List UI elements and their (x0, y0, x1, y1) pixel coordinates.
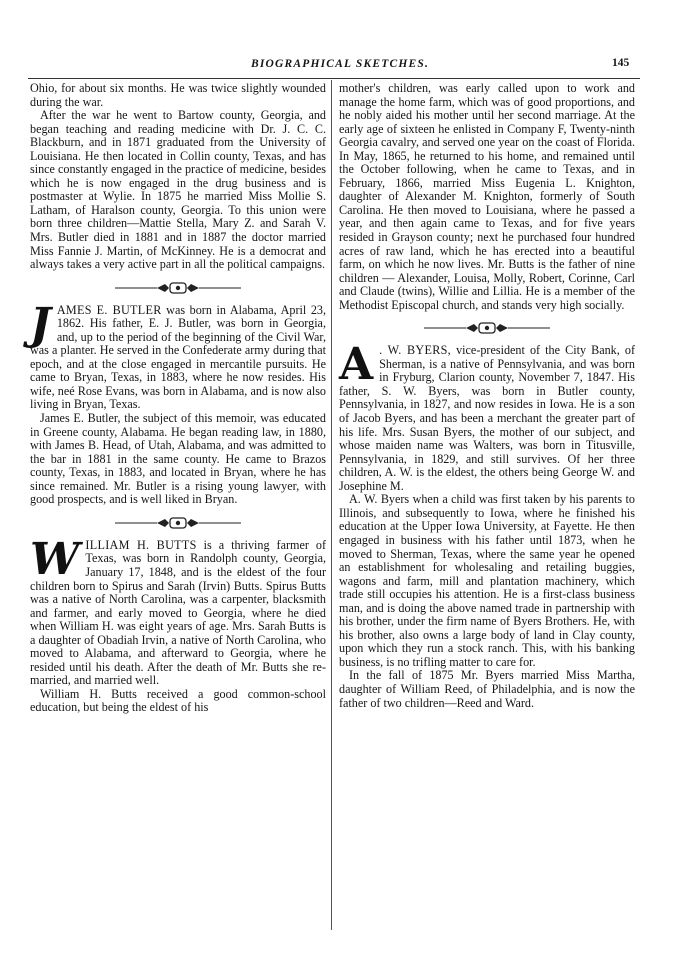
paragraph-text: was born in Alabama, April 23, 1862. His father, E. J. Butler, was born in Georgia, and, up to the period of the beginning of the Civil War, was a planter. He served in the Confederate army during that epoch, and at the close engaged in mercantile pursuits. He came to Bryan, Texas, in 1883, where he now resides. His wife, neé Rose Evans, was born in Alabama, and is now also living in Bryan, Texas. (30, 302, 326, 412)
paragraph (30, 533, 326, 688)
paragraph: A. W. Byers when a child was first taken by his parents to Illinois, and subsequently to Iowa, where he finished his education at the Upper Iowa University, at Fayette. He then engaged in business with his father until 1873, when he moved to Sherman, Texas, where the same year he opened an establishment for wholesaling and retailing buggies, wagons and farm, mill and plantation machinery, which trade still occupies his attention. He is a first-class business man, and is doing the above named trade in partnership with his brother, under the firm name of Byers Brothers. He, with his brother, also owns a large body of land in Clay county, upon which they run a stock ranch. This, with his banking business, is no trifling matter to care for. (339, 492, 635, 669)
subject-name: . W. BYERS, (379, 343, 451, 358)
paragraph (339, 339, 635, 493)
page-number: 145 (612, 57, 630, 69)
biography-butts (30, 533, 326, 715)
paragraph: After the war he went to Bartow county, Georgia, and began teaching and reading medicine with Dr. J. C. C. Blackburn, and in 1871 graduated from the University of Louisiana. He then located in Collin county, Texas, and has since constantly engaged in the practice of medicine, besides which he is now engaged in the drug business and is postmaster at Wylie. In 1875 he married Miss Mollie S. Latham, of Haralson county, Georgia. To this union were born three children—Mattie Stella, Mary Z. and Sarah V. Mrs. Butler died in 1881 and in 1887 the doctor married Miss Fannie J. Martin, of McKinney. He is a democrat and always takes a very active part in all the political campaigns. (30, 108, 326, 272)
biography-byers (339, 339, 635, 710)
left-column (30, 82, 326, 715)
paragraph: In the fall of 1875 Mr. Byers married Miss Martha, daughter of William Reed, of Philadelphia, and is now the father of two children—Reed and Ward. (339, 668, 635, 710)
ornament-icon (113, 516, 243, 530)
paragraph: Ohio, for about six months. He was twice slightly wounded during the war. (30, 81, 326, 109)
biography-butler (30, 298, 326, 507)
ornament-icon (422, 321, 552, 335)
paragraph (30, 298, 326, 412)
ornament-icon (113, 281, 243, 295)
paragraph-text: vice-president of the City Bank, of Sherman, is a native of Pennsylvania, and was born in Fryburg, Clarion county, November 7, 1847. His father, S. W. Byers, was born in Butler county, Pennsylvania, in 1827, and now resides in Iowa. He is a son of Jacob Byers, and has been a merchant the greater part of his life. Mrs. Susan Byers, the mother of our subject, and whose maiden name was Walters, was born in Titusville, Pennsylvania, in 1829, and still survives. Of her three children, A. W. is the eldest, the others being George W. and Josephine M. (339, 343, 635, 493)
column-divider (331, 80, 332, 930)
subject-name: AMES E. BUTLER (56, 302, 162, 317)
header-rule (28, 78, 640, 79)
right-column (339, 82, 635, 710)
ornament-divider (339, 321, 635, 335)
ornament-divider (30, 516, 326, 530)
paragraph: James E. Butler, the subject of this memoir, was educated in Greene county, Alabama. He began reading law, in 1880, with James B. Head, of Utah, Alabama, and was admitted to the bar in 1881 in the same county. He came to Brazos county, Texas, in 1883, and located in Bryan, where he has since remained. Mr. Butler is a rising young lawyer, with good prospects, and is well liked in Bryan. (30, 411, 326, 507)
running-head-title: BIOGRAPHICAL SKETCHES. (250, 58, 430, 70)
paragraph-text: is a thriving farmer of Texas, was born in Randolph county, Georgia, January 17, 1848, and is the eldest of the four children born to Spirus and Sarah (Irvin) Butts. Spirus Butts was a native of North Carolina, was a carpenter, blacksmith and farmer, and early moved to Georgia, where he died when William H. was eight years of age. Mrs. Sarah Butts is a daughter of Obadiah Irvin, a native of North Carolina, who moved to Alabama, and afterward to Georgia, where he resided until his death. After the death of Mr. Butts she re-married, and married well. (30, 537, 326, 688)
drop-cap: J (30, 298, 51, 350)
paragraph: mother's children, was early called upon to work and manage the home farm, which was of good proportions, and he nobly aided his mother until her second marriage. At the early age of sixteen he enlisted in Company F, Twenty-ninth Georgia cavalry, and served one year on the coast of Florida. In May, 1865, he returned to his home, and remained until the October following, when he came to Texas, and in February, 1866, married Miss Eugenia L. Knighton, daughter of Alexander M. Knighton, formerly of South Carolina. He then moved to Louisiana, where he passed a year, and then again came to Texas, and for five years resided in Grayson county; next he purchased four hundred acres of raw land, which he has erected into a beautiful farm, on which he now lives. Mr. Butts is the father of nine children — Alexander, Louisa, Molly, Robert, Corinne, Carl and Claude (twins), Willie and Lillia. He is a member of the Methodist Episcopal church, and stands very high socially. (339, 81, 635, 312)
drop-cap: W (30, 533, 80, 585)
paragraph: William H. Butts received a good common-school education, but being the eldest of his (30, 686, 326, 715)
drop-cap: A (339, 339, 374, 391)
ornament-divider (30, 281, 326, 295)
subject-name: ILLIAM H. BUTTS (85, 537, 197, 552)
